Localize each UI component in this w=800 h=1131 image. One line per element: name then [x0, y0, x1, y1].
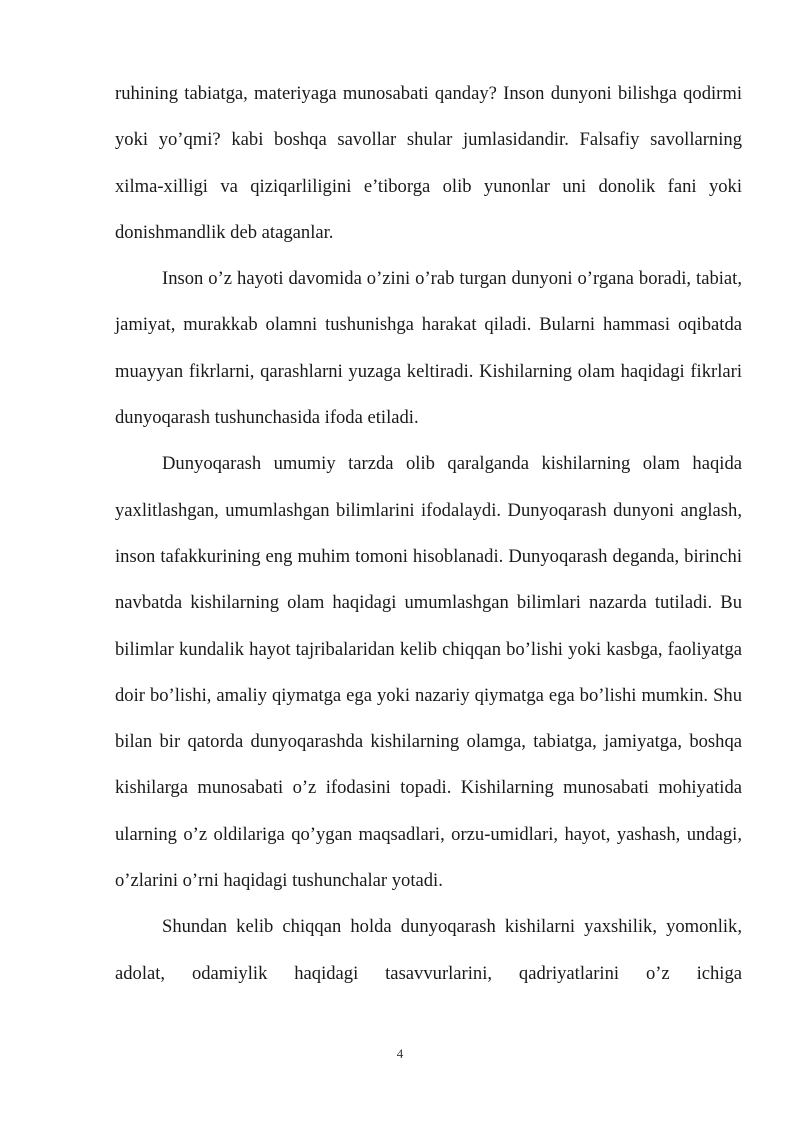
paragraph-2: Inson o’z hayoti davomida o’zini o’rab turgan dunyoni o’rgana boradi, tabiat, jamiyat, murakkab olamni tushunishga harakat qiladi. Bularni hammasi oqibatda muayyan fikrlarni, qarashlarni yuzaga keltiradi. Kishilarning olam haqidagi fikrlari dunyoqarash tushunchasida ifoda etiladi.	[115, 268, 742, 429]
paragraph-3: Dunyoqarash umumiy tarzda olib qaralganda kishilarning olam haqida yaxlitlashgan, umumlashgan bilimlarini ifodalaydi. Dunyoqarash dunyoni anglash, inson tafakkurining eng muhim tomoni hisoblanadi. Dunyoqarash deganda, birinchi navbatda kishilarning olam haqidagi umumlashgan bilimlari nazarda tutiladi. Bu bilimlar kundalik hayot tajribalaridan kelib chiqqan bo’lishi yoki kasbga, faoliyatga doir bo’lishi, amaliy qiymatga ega yoki nazariy qiymatga ega bo’lishi mumkin. Shu bilan bir qatorda dunyoqarashda kishilarning olamga, tabiatga, jamiyatga, boshqa kishilarga munosabati o’z ifodasini topadi. Kishilarning munosabati mohiyatida ularning o’z oldilariga qo’ygan maqsadlari, orzu-umidlari, hayot, yashash, undagi, o’zlarini o’rni haqidagi tushunchalar yotadi.	[115, 453, 742, 892]
page-number: 4	[396, 1046, 404, 1061]
paragraph-1: ruhining tabiatga, materiyaga munosabati qanday? Inson dunyoni bilishga qodirmi yoki yo’qmi? kabi boshqa savollar shular jumlasidandir. Falsafiy savollarning xilma-xilligi va qiziqarliligini e’tiborga olib yunonlar uni donolik fani yoki donishmandlik deb ataganlar.	[115, 83, 742, 243]
paragraph-4: Shundan kelib chiqqan holda dunyoqarash kishilarni yaxshilik, yomonlik, adolat, odamiylik haqidagi tasavvurlarini, qadriyatlarini o’z ichiga	[115, 916, 742, 984]
body-text	[115, 71, 742, 997]
